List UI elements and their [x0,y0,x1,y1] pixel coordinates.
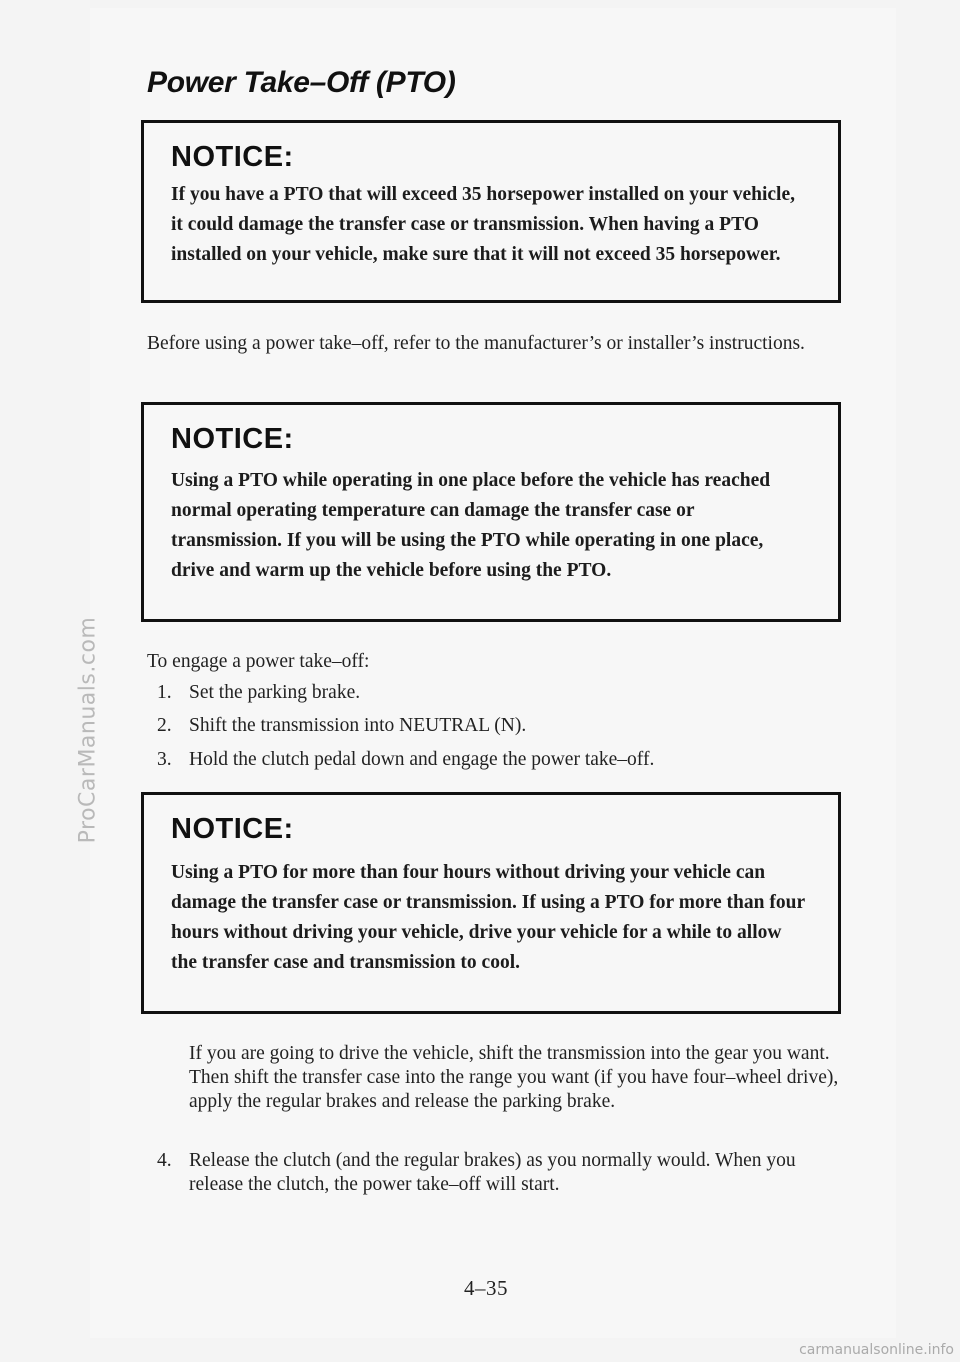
notice-body: Using a PTO while operating in one place before the vehicle has reached normal operating temperature can damage the transfer case or transmission. If you will be using the PTO while operating in one place, drive and warm up the vehicle before using the PTO. [171,470,771,581]
paragraph-continuation: If you are going to drive the vehicle, shift the transmission into the gear you want. Then shift the transfer case into the range you want (if you have four–wheel drive), apply the regular brakes and release the parking brake. [189,1043,839,1112]
notice-heading: NOTICE: [171,813,294,845]
side-watermark: ProCarManuals.com [75,616,101,844]
paragraph-to-engage: To engage a power take–off: [147,651,370,672]
step-item [157,1149,189,1173]
step-text: Set the parking brake. [189,682,361,703]
notice-box-1 [141,120,841,303]
step-number: 3. [157,749,172,770]
footer-watermark: carmanualsonline.info [799,1342,954,1358]
notice-heading: NOTICE: [171,141,294,173]
step-number: 2. [157,715,172,736]
notice-body: If you have a PTO that will exceed 35 horsepower installed on your vehicle, it could damage the transfer case or transmission. When having a PTO installed on your vehicle, make sure that it will not exceed 35 horsepower. [171,184,795,265]
notice-box-3 [141,792,841,1014]
notice-box-2 [141,402,841,622]
page-title: Power Take–Off (PTO) [147,66,456,99]
paragraph-before-using: Before using a power take–off, refer to the manufacturer’s or installer’s instructions. [147,333,805,354]
step-number: 1. [157,682,172,703]
step-text: Shift the transmission into NEUTRAL (N). [189,715,527,736]
step-number: 4. [157,1150,172,1171]
step-text: Release the clutch (and the regular brakes) as you normally would. When you release the clutch, the power take–off will start. [189,1150,796,1195]
notice-heading: NOTICE: [171,423,294,455]
notice-body: Using a PTO for more than four hours without driving your vehicle can damage the transfer case or transmission. If using a PTO for more than four hours without driving your vehicle, drive your vehicle for a while to allow the transfer case and transmission to cool. [171,862,805,973]
step-item [157,748,654,772]
step-item [157,714,526,738]
page-number: 4–35 [464,1276,508,1300]
step-item [157,681,360,705]
step-text: Hold the clutch pedal down and engage the power take–off. [189,749,655,770]
